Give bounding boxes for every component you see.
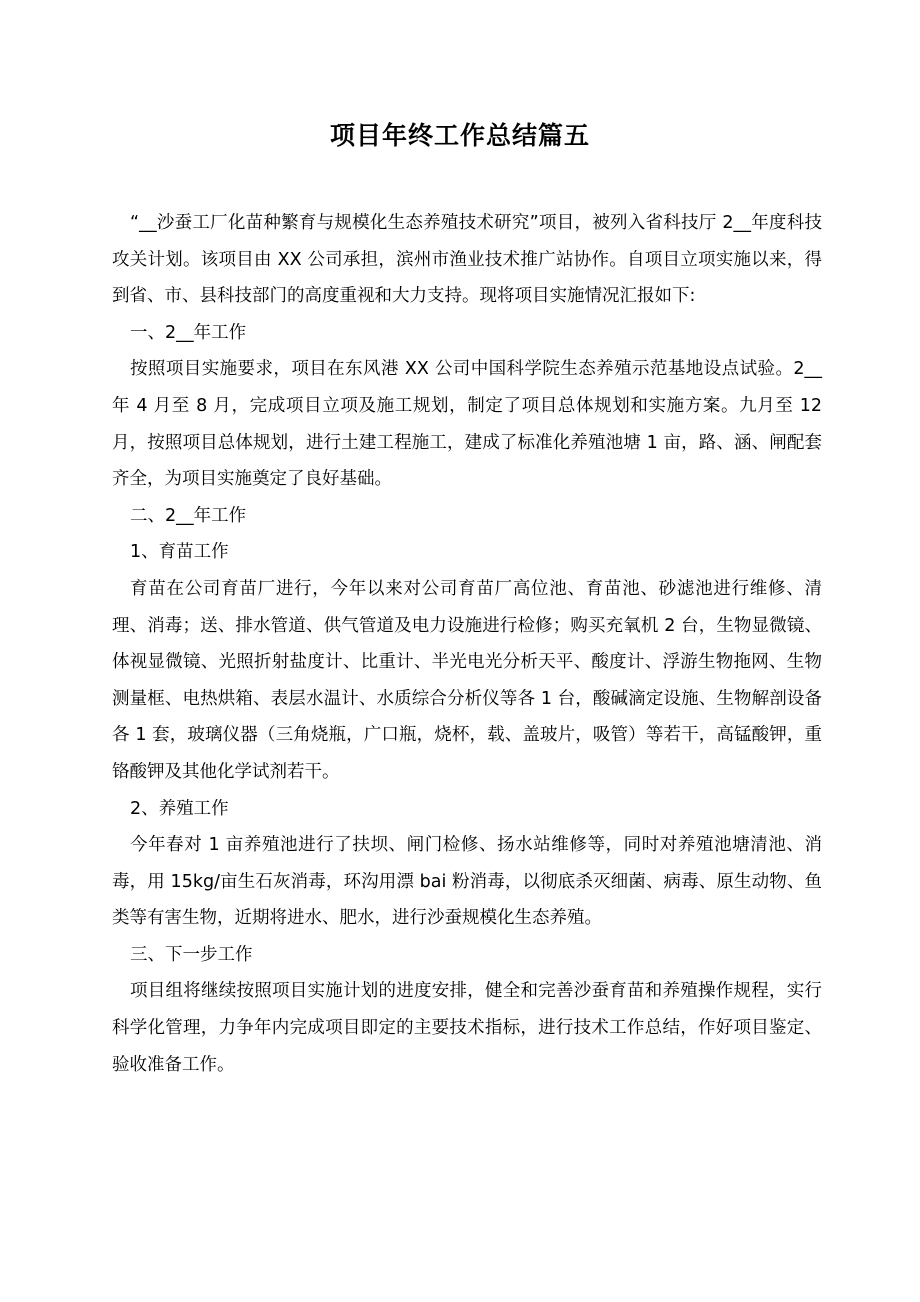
breeding-paragraph: 今年春对 1 亩养殖池进行了扶坝、闸门检修、扬水站维修等，同时对养殖池塘清池、消毒，用 15kg/亩生石灰消毒，环沟用漂 bai 粉消毒，以彻底杀灭细菌、病毒、原生动物、鱼类等有害生物，近期将进水、肥水，进行沙蚕规模化生态养殖。 [112,835,822,929]
nursery-paragraph: 育苗在公司育苗厂进行，今年以来对公司育苗厂高位池、育苗池、砂滤池进行维修、清理、消毒；送、排水管道、供气管道及电力设施进行检修；购买充氧机 2 台，生物显微镜、体视显微镜、光照折射盐度计、比重计、半光电光分析天平、酸度计、浮游生物拖网、生物测量框、电热烘箱、表层水温计、水质综合分析仪等各 1 台，酸碱滴定设施、生物解剖设备各 1 套，玻璃仪器（三角烧瓶，广口瓶，烧杯，载、盖玻片，吸管）等若干，高锰酸钾，重铬酸钾及其他化学试剂若干。 [112,578,822,782]
section-1-paragraph: 按照项目实施要求，项目在东风港 XX 公司中国科学院生态养殖示范基地设点试验。2__年 4 月至 8 月，完成项目立项及施工规划，制定了项目总体规划和实施方案。九月至 12 月，按照项目总体规划，进行土建工程施工，建成了标准化养殖池塘 1 亩，路、涵、闸配套齐全，为项目实施奠定了良好基础。 [112,359,822,490]
document-body [112,205,822,1083]
intro-paragraph: “__沙蚕工厂化苗种繁育与规模化生态养殖技术研究”项目，被列入省科技厅 2__年度科技攻关计划。该项目由 XX 公司承担，滨州市渔业技术推广站协作。自项目立项实施以来，得到省、市、县科技部门的高度重视和大力支持。现将项目实施情况汇报如下: [112,213,822,307]
subsection-heading-breeding: 2、养殖工作 [130,798,229,819]
document-title: 项目年终工作总结篇五 [329,121,590,150]
next-steps-paragraph: 项目组将继续按照项目实施计划的进度安排，健全和完善沙蚕育苗和养殖操作规程，实行科学化管理，力争年内完成项目即定的主要技术指标，进行技术工作总结，作好项目鉴定、验收准备工作。 [112,981,822,1075]
subsection-heading-nursery: 1、育苗工作 [130,542,229,563]
section-heading-1: 一、2__年工作 [130,322,247,343]
section-heading-3: 三、下一步工作 [130,944,253,965]
section-heading-2: 二、2__年工作 [130,505,247,526]
